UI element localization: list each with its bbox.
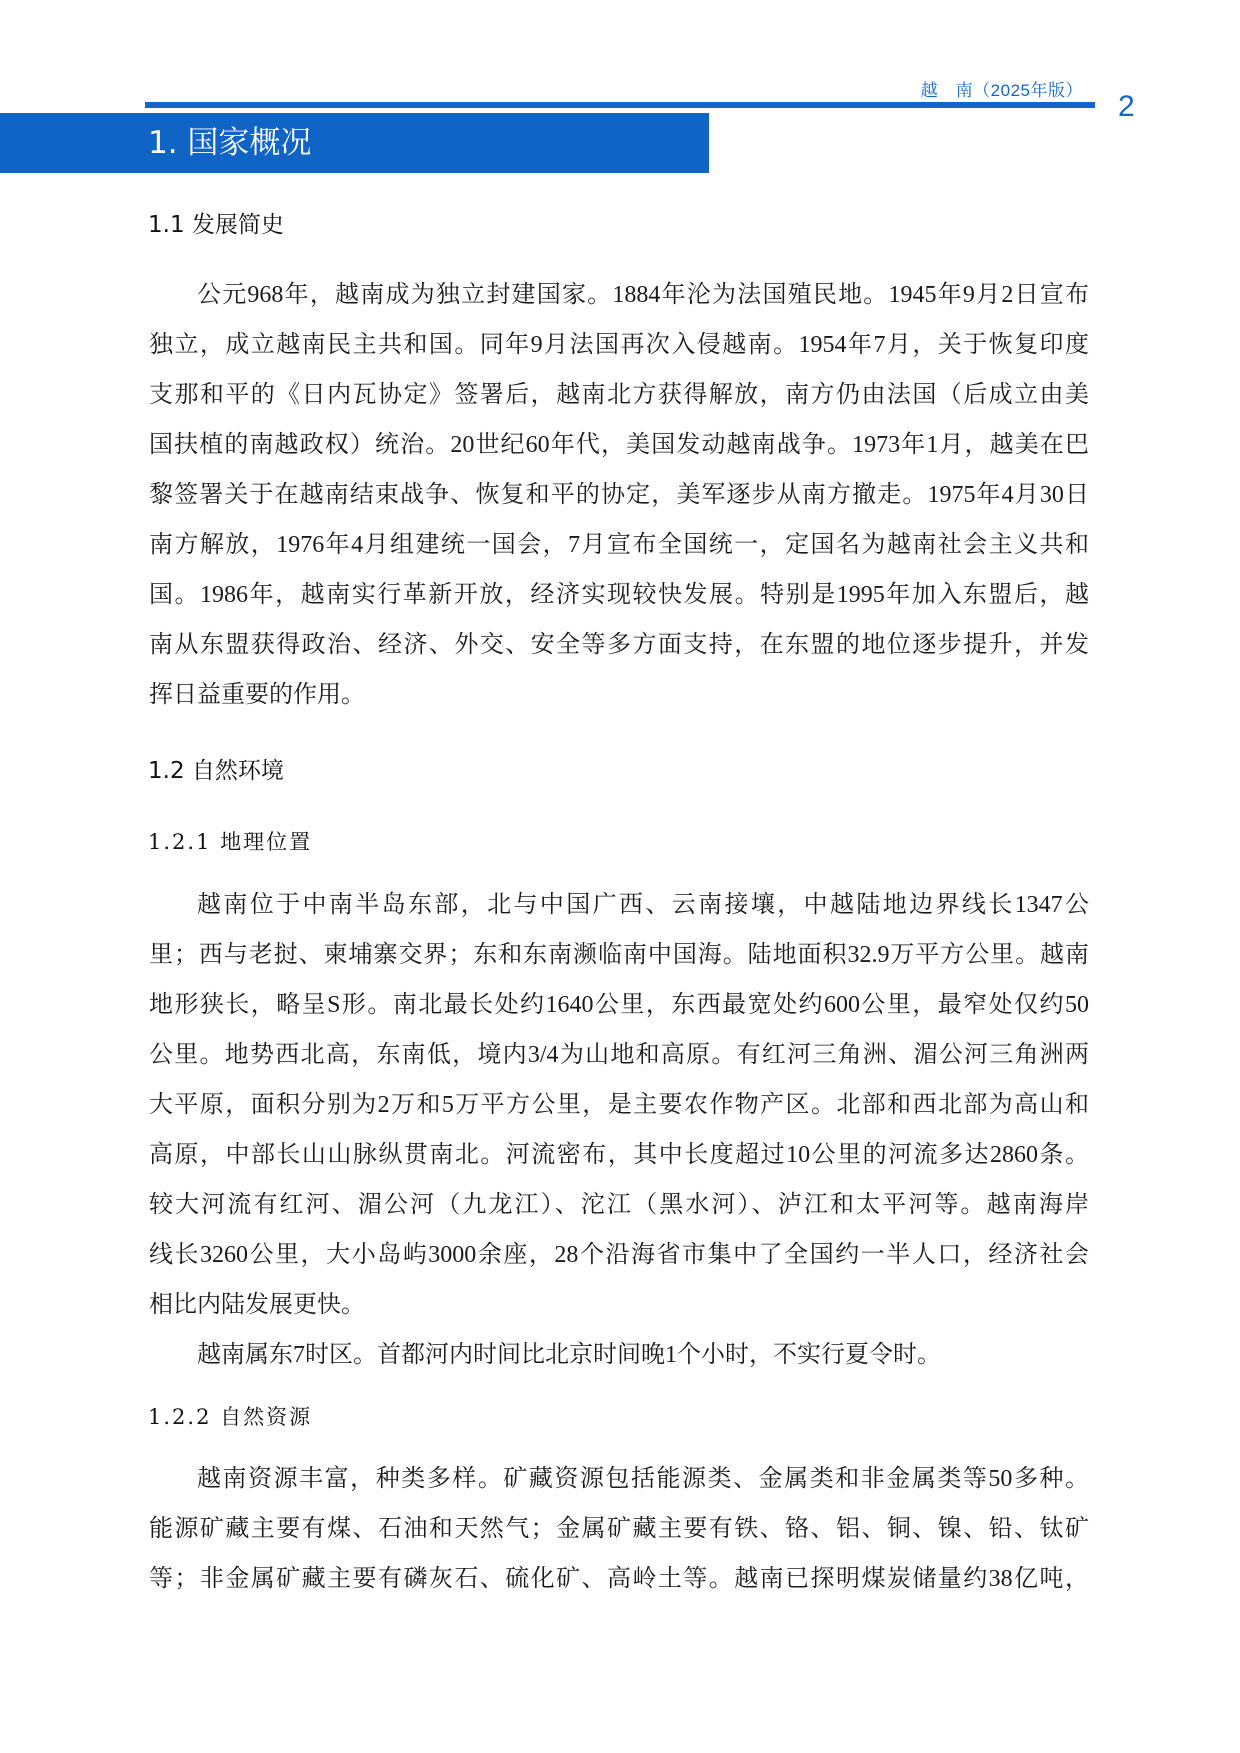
text-line: 越南资源丰富，种类多样。矿藏资源包括能源类、金属类和非金属类等50多种。 — [197, 1466, 1089, 1492]
text-line: 公元968年，越南成为独立封建国家。1884年沦为法国殖民地。1945年9月2日宣布 — [197, 282, 1089, 308]
text-line: 公里。地势西北高，东南低，境内3/4为山地和高原。有红河三角洲、湄公河三角洲两 — [149, 1042, 1089, 1068]
chapter-title-bar — [0, 113, 709, 173]
text-line: 较大河流有红河、湄公河（九龙江）、沱江（黑水河）、泸江和太平河等。越南海岸 — [149, 1192, 1089, 1218]
text-line: 支那和平的《日内瓦协定》签署后，越南北方获得解放，南方仍由法国（后成立由美 — [149, 382, 1089, 408]
text-line: 能源矿藏主要有煤、石油和天然气；金属矿藏主要有铁、铬、铝、铜、镍、铅、钛矿 — [149, 1516, 1089, 1542]
section-heading-1-1: 1.1 发展简史 — [148, 212, 284, 238]
text-line: 大平原，面积分别为2万和5万平方公里，是主要农作物产区。北部和西北部为高山和 — [149, 1092, 1089, 1118]
running-header: 越 南（2025年版） — [920, 81, 1083, 100]
text-line: 南从东盟获得政治、经济、外交、安全等多方面支持，在东盟的地位逐步提升，并发 — [149, 632, 1089, 658]
text-line: 越南属东7时区。首都河内时间比北京时间晚1个小时，不实行夏令时。 — [197, 1342, 941, 1368]
text-line: 高原，中部长山山脉纵贯南北。河流密布，其中长度超过10公里的河流多达2860条。 — [149, 1142, 1089, 1168]
text-line: 线长3260公里，大小岛屿3000余座，28个沿海省市集中了全国约一半人口，经济社会 — [149, 1242, 1089, 1268]
chapter-title: 1. 国家概况 — [148, 125, 312, 161]
paragraph-resources — [149, 1454, 1089, 1604]
text-line: 挥日益重要的作用。 — [149, 682, 365, 708]
paragraph-geography — [149, 880, 1089, 1330]
section-heading-1-2-2: 1.2.2 自然资源 — [148, 1405, 313, 1429]
text-line: 国扶植的南越政权）统治。20世纪60年代，美国发动越南战争。1973年1月，越美在巴 — [149, 432, 1089, 458]
paragraph-history — [149, 270, 1089, 720]
paragraph-timezone — [149, 1330, 1089, 1380]
text-line: 南方解放，1976年4月组建统一国会，7月宣布全国统一，定国名为越南社会主义共和 — [149, 532, 1089, 558]
page-number: 2 — [1118, 90, 1135, 123]
text-line: 等；非金属矿藏主要有磷灰石、硫化矿、高岭土等。越南已探明煤炭储量约38亿吨， — [149, 1566, 1089, 1592]
text-line: 越南位于中南半岛东部，北与中国广西、云南接壤，中越陆地边界线长1347公 — [197, 892, 1089, 918]
text-line: 地形狭长，略呈S形。南北最长处约1640公里，东西最宽处约600公里，最窄处仅约50 — [149, 992, 1089, 1018]
text-line: 相比内陆发展更快。 — [149, 1292, 365, 1318]
text-line: 里；西与老挝、柬埔寨交界；东和东南濒临南中国海。陆地面积32.9万平方公里。越南 — [149, 942, 1089, 968]
section-heading-1-2-1: 1.2.1 地理位置 — [148, 830, 313, 854]
text-line: 黎签署关于在越南结束战争、恢复和平的协定，美军逐步从南方撤走。1975年4月30日 — [149, 482, 1089, 508]
text-line: 独立，成立越南民主共和国。同年9月法国再次入侵越南。1954年7月，关于恢复印度 — [149, 332, 1089, 358]
section-heading-1-2: 1.2 自然环境 — [148, 758, 284, 784]
header-rule — [145, 102, 1095, 108]
text-line: 国。1986年，越南实行革新开放，经济实现较快发展。特别是1995年加入东盟后，越 — [149, 582, 1089, 608]
